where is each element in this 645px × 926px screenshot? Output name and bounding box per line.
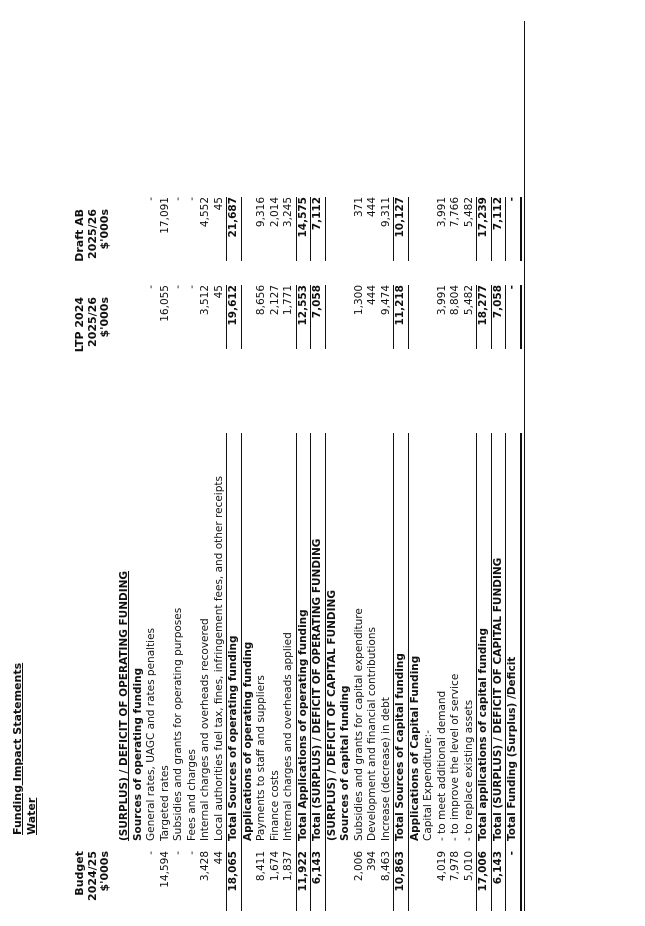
table-row <box>449 21 463 911</box>
draft-cell: 45 <box>212 197 225 211</box>
draft-cell: 14,575 <box>296 197 312 261</box>
ltp-cell: 11,218 <box>393 285 409 349</box>
ltp-header-line: $'000s <box>98 297 111 338</box>
draft-cell: 4,552 <box>199 197 211 228</box>
budget-cell: 394 <box>366 851 378 872</box>
draft-cell: 17,091 <box>158 197 171 234</box>
table-row <box>326 21 340 911</box>
table-row <box>311 21 326 911</box>
draft-cell: 3,245 <box>282 197 294 228</box>
ltp-cell: - <box>145 285 157 289</box>
label-cell: Total (SURPLUS) / DEFICIT OF CAPITAL FUNDING <box>492 433 507 845</box>
table-row <box>118 21 132 911</box>
table-row <box>463 21 477 911</box>
label-cell: Subsidies and grants for capital expenditure <box>352 608 365 841</box>
ltp-cell: 45 <box>212 285 225 299</box>
budget-cell: 8,411 <box>255 851 267 882</box>
table-row <box>506 21 525 911</box>
table-row <box>339 21 353 911</box>
table-row <box>296 21 312 911</box>
budget-cell: 17,006 <box>476 845 492 911</box>
label-cell: Targeted rates <box>158 765 171 841</box>
ltp-cell: 8,804 <box>449 285 461 316</box>
budget-cell: 6,143 <box>311 845 326 911</box>
budget-cell: - <box>145 851 157 855</box>
label-cell: Capital Expenditure:- <box>422 729 434 841</box>
budget-cell: - <box>185 851 198 855</box>
label-cell: Increase (decrease) in debt <box>379 697 392 841</box>
draft-header-line: $'000s <box>98 209 111 250</box>
label-cell: (SURPLUS) / DEFICIT OF OPERATING FUNDING <box>118 570 130 841</box>
draft-column-header <box>74 209 112 269</box>
ltp-cell: 18,277 <box>476 285 492 349</box>
draft-cell: 7,112 <box>492 197 507 261</box>
ltp-cell: 3,512 <box>199 285 211 316</box>
budget-header-line: Budget <box>73 851 86 896</box>
label-cell: Applications of operating funding <box>241 641 254 841</box>
label-cell: Total applications of capital funding <box>476 433 492 845</box>
budget-cell: 7,978 <box>449 851 461 882</box>
budget-cell: 14,594 <box>158 851 171 888</box>
label-cell: General rates, UAGC and rates penalties <box>145 627 157 841</box>
label-cell: Total Applications of operating funding <box>296 433 312 845</box>
budget-cell: 18,065 <box>226 845 242 911</box>
draft-cell: - <box>185 197 198 201</box>
budget-cell: 4,019 <box>435 851 448 882</box>
table-row <box>353 21 367 911</box>
table-row <box>213 21 227 911</box>
table-row <box>145 21 159 911</box>
label-cell: - to replace existing assets <box>462 699 475 841</box>
ltp-column-header <box>74 297 112 357</box>
table-row <box>422 21 436 911</box>
draft-cell: 7,112 <box>311 197 326 261</box>
draft-cell: 3,991 <box>435 197 448 228</box>
table-row <box>269 21 283 911</box>
draft-cell: 21,687 <box>226 197 242 261</box>
label-cell: Total (SURPLUS) / DEFICIT OF OPERATING FUNDING <box>311 433 326 845</box>
ltp-cell: 2,127 <box>268 285 281 316</box>
draft-cell: 17,239 <box>476 197 492 261</box>
table-row <box>186 21 200 911</box>
budget-cell: 44 <box>212 851 225 865</box>
draft-cell: - <box>506 197 522 261</box>
ltp-cell: 1,300 <box>352 285 365 316</box>
label-cell: Internal charges and overheads applied <box>282 632 294 841</box>
table-row <box>132 21 146 911</box>
label-cell: Payments to staff and suppliers <box>255 675 267 841</box>
label-cell: Sources of operating funding <box>131 667 144 841</box>
table-row <box>199 21 213 911</box>
label-cell: Local authorities fuel tax, fines, infringement fees, and other receipts <box>212 476 225 841</box>
ltp-header-line: 2025/26 <box>85 297 99 347</box>
draft-cell: 9,316 <box>255 197 267 228</box>
label-cell: Total Sources of capital funding <box>393 433 409 845</box>
draft-cell: 371 <box>352 197 365 218</box>
ltp-cell: 16,055 <box>158 285 171 322</box>
ltp-cell: - <box>172 285 184 289</box>
table-row <box>492 21 507 911</box>
ltp-cell: 3,991 <box>435 285 448 316</box>
table-row <box>393 21 409 911</box>
budget-column-header <box>74 851 112 911</box>
label-cell: Subsidies and grants for operating purposes <box>172 607 184 841</box>
ltp-cell: 8,656 <box>255 285 267 316</box>
draft-cell: 5,482 <box>462 197 475 228</box>
table-row <box>476 21 492 911</box>
label-cell: - to meet additional demand <box>435 690 448 841</box>
table-row <box>255 21 269 911</box>
ltp-cell: 7,058 <box>492 285 507 349</box>
table-row <box>172 21 186 911</box>
draft-cell: 7,766 <box>449 197 461 228</box>
budget-cell: - <box>506 845 522 911</box>
table-row <box>282 21 296 911</box>
table-body <box>118 21 525 911</box>
ltp-cell: - <box>185 285 198 289</box>
ltp-cell: 9,474 <box>379 285 392 316</box>
table-row <box>409 21 423 911</box>
table-row <box>242 21 256 911</box>
budget-cell: 3,428 <box>199 851 211 882</box>
ltp-header-line: LTP 2024 <box>73 297 86 353</box>
draft-cell: 2,014 <box>268 197 281 228</box>
draft-cell: 444 <box>366 197 378 218</box>
label-cell: Fees and charges <box>185 749 198 841</box>
ltp-cell: 1,771 <box>282 285 294 316</box>
budget-cell: 1,674 <box>268 851 281 882</box>
budget-cell: 2,006 <box>352 851 365 882</box>
table-row <box>159 21 173 911</box>
budget-cell: 10,863 <box>393 845 409 911</box>
table-header <box>10 21 118 911</box>
ltp-cell: - <box>506 285 522 349</box>
table-row <box>366 21 380 911</box>
ltp-cell: 19,612 <box>226 285 242 349</box>
draft-header-line: Draft AB <box>73 209 86 262</box>
label-cell: (SURPLUS) / DEFICIT OF CAPITAL FUNDING <box>325 590 338 841</box>
label-cell: - to improve the level of service <box>449 673 461 841</box>
page-title: Funding Impact Statements <box>11 662 24 835</box>
funding-table <box>10 21 525 911</box>
label-cell: Internal charges and overheads recovered <box>199 618 211 841</box>
budget-cell: 1,837 <box>282 851 294 882</box>
label-cell: Development and financial contributions <box>366 627 378 841</box>
budget-cell: 5,010 <box>462 851 475 882</box>
budget-header-line: 2024/25 <box>85 851 99 901</box>
label-cell: Applications of Capital Funding <box>408 655 421 841</box>
budget-cell: 6,143 <box>492 845 507 911</box>
ltp-cell: 5,482 <box>462 285 475 316</box>
draft-cell: - <box>145 197 157 201</box>
budget-header-line: $'000s <box>98 851 111 892</box>
table-row <box>226 21 242 911</box>
draft-cell: 10,127 <box>393 197 409 261</box>
label-cell: Sources of capital funding <box>339 685 351 841</box>
table-row <box>380 21 394 911</box>
ltp-cell: 12,553 <box>296 285 312 349</box>
draft-cell: - <box>172 197 184 201</box>
budget-cell: 8,463 <box>379 851 392 882</box>
budget-cell: - <box>172 851 184 855</box>
table-row <box>436 21 450 911</box>
page-subtitle: Water <box>25 797 38 835</box>
label-cell: Total Sources of operating funding <box>226 433 242 845</box>
label-cell: Total Funding (Surplus) /Deficit <box>506 433 522 845</box>
ltp-cell: 7,058 <box>311 285 326 349</box>
label-cell: Finance costs <box>268 770 281 841</box>
ltp-cell: 444 <box>366 285 378 306</box>
draft-cell: 9,311 <box>379 197 392 228</box>
budget-cell: 11,922 <box>296 845 312 911</box>
draft-header-line: 2025/26 <box>85 209 99 259</box>
